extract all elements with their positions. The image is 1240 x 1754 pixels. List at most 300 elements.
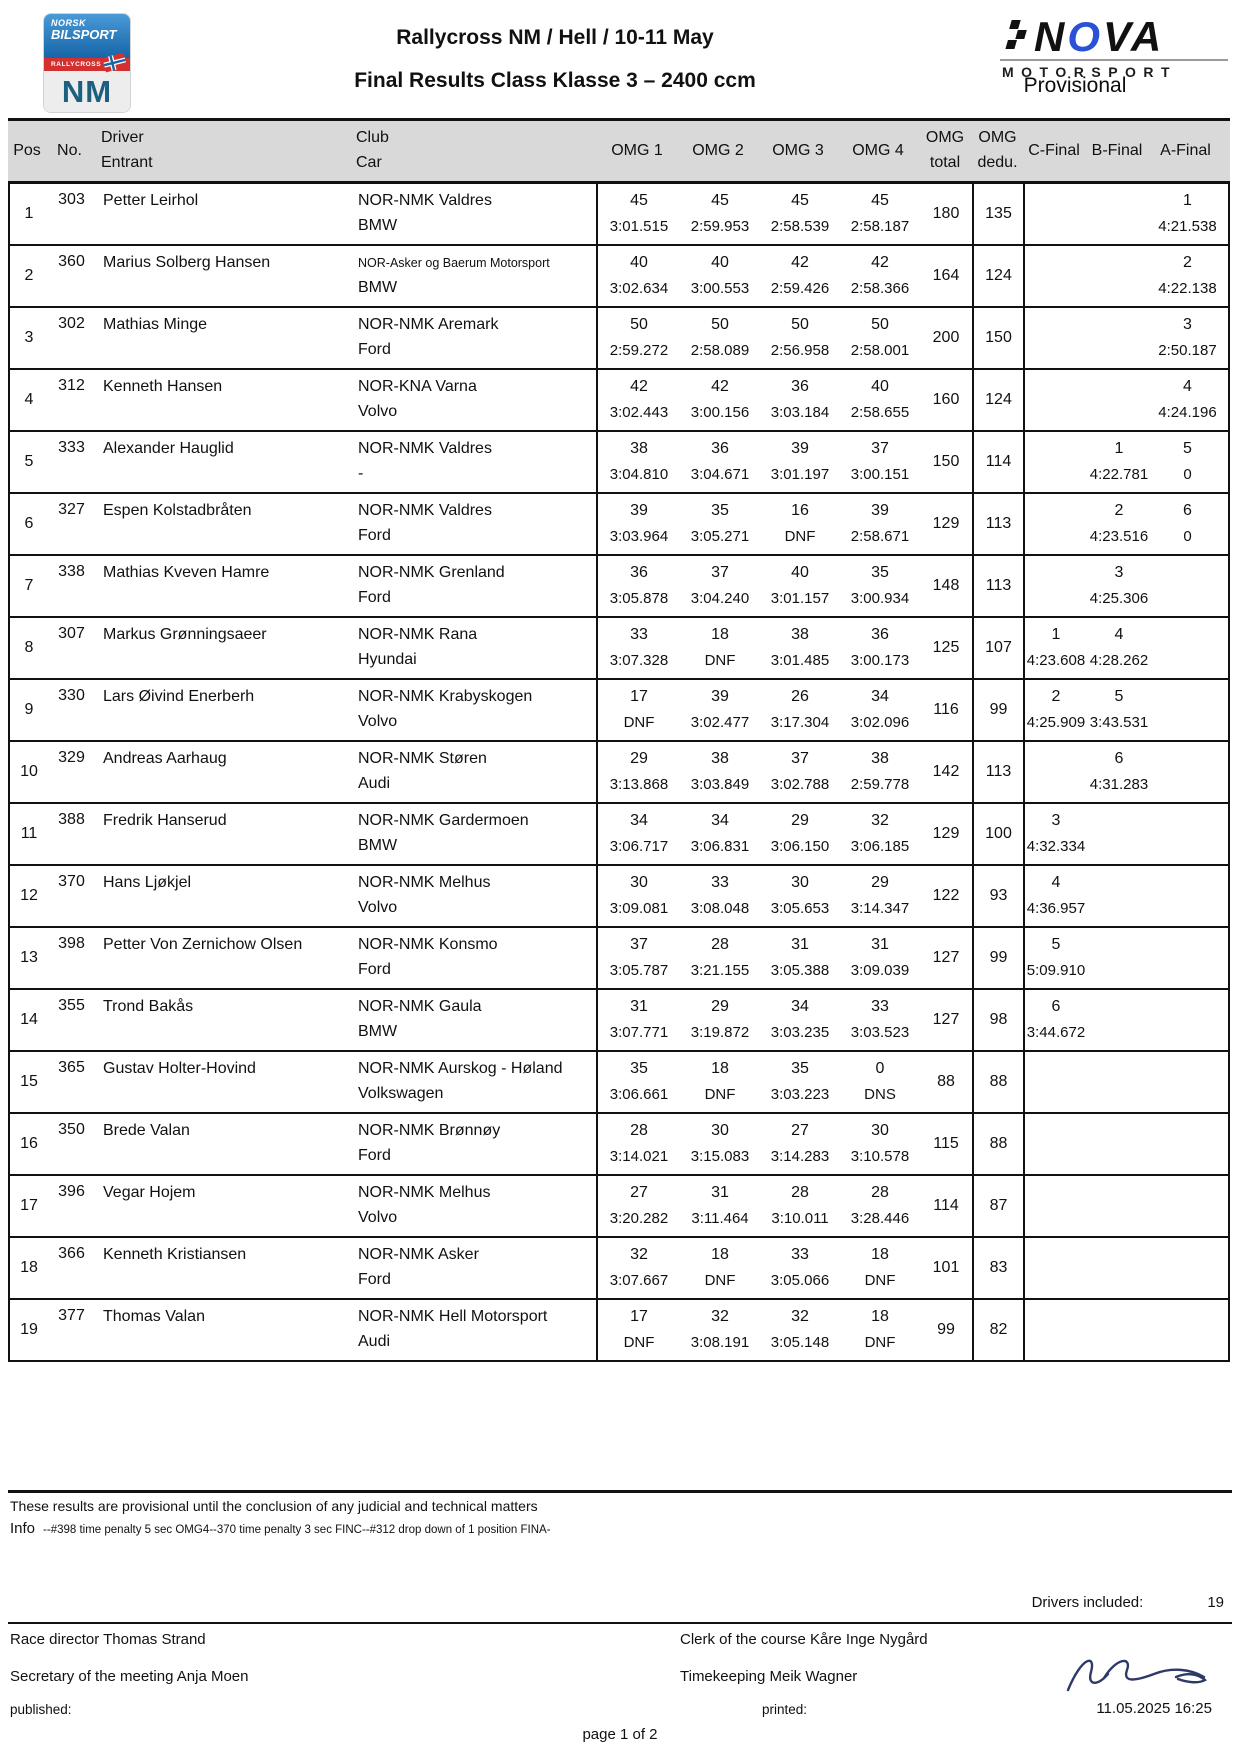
driver-name: Lars Øivind Enerberh (103, 688, 255, 705)
cell-omg: 33 3:08.048 (690, 874, 750, 917)
cell-bfinal (1087, 1114, 1151, 1174)
cell-omg: 45 2:58.187 (850, 192, 910, 235)
entrant-name (103, 1144, 350, 1168)
cell-bfinal (1087, 866, 1151, 926)
club-name: NOR-NMK Hell Motorsport (358, 1308, 548, 1325)
cell-bfinal: 1 4:22.781 (1089, 440, 1149, 483)
cell-omg: 29 3:06.150 (770, 812, 830, 855)
nova-motorsport-logo (1000, 13, 1228, 80)
cell-club-car (350, 556, 598, 616)
club-name: NOR-NMK Rana (358, 626, 478, 643)
cell-omg: 40 3:02.634 (609, 254, 669, 297)
provisional-note: These results are provisional until the conclusion of any judicial and technical matters (10, 1498, 538, 1514)
entrant-name (103, 896, 350, 920)
cell-omg: 31 3:09.039 (850, 936, 910, 979)
timekeeping: Timekeeping Meik Wagner (680, 1668, 858, 1685)
cell-total: 142 (920, 742, 974, 802)
club-name: NOR-NMK Asker (358, 1246, 479, 1263)
cell-omg: 40 3:01.157 (770, 564, 830, 607)
secretary: Secretary of the meeting Anja Moen (10, 1668, 249, 1685)
cell-club-car (350, 494, 598, 554)
cell-cfinal (1025, 370, 1087, 430)
table-row (8, 804, 1230, 866)
cell-afinal (1151, 1238, 1224, 1298)
cell-no: 327 (58, 501, 85, 518)
cell-driver-entrant (95, 370, 350, 430)
col-driver-entrant (93, 121, 348, 181)
cell-omg: 50 2:59.272 (609, 316, 669, 359)
table-row (8, 494, 1230, 556)
cell-no: 388 (58, 811, 85, 828)
cell-afinal: 5 0 (1183, 440, 1192, 483)
driver-name: Espen Kolstadbråten (103, 502, 252, 519)
car-name: Volvo (358, 899, 398, 916)
cell-afinal (1151, 866, 1224, 926)
footer-divider-bottom (8, 1622, 1232, 1624)
cell-bfinal (1087, 184, 1151, 244)
cell-cfinal (1025, 1176, 1087, 1236)
cell-club-car (350, 1176, 598, 1236)
table-row (8, 308, 1230, 370)
cell-afinal (1151, 1114, 1224, 1174)
motorsport-label: MOTORSPORT (1002, 64, 1178, 80)
cell-omg: 18 DNF (864, 1308, 896, 1351)
cell-omg: 0 DNS (864, 1060, 896, 1103)
cell-bfinal (1087, 370, 1151, 430)
report-titles (150, 26, 960, 93)
entrant-name (103, 648, 350, 672)
cell-cfinal (1025, 1052, 1087, 1112)
cell-club-car (350, 308, 598, 368)
club-name: NOR-NMK Støren (358, 750, 487, 767)
cell-club-car (350, 432, 598, 492)
cell-no: 355 (58, 997, 85, 1014)
col-car: Car (356, 154, 382, 171)
cell-club-car (350, 370, 598, 430)
col-omg-dedu: OMG dedu. (977, 129, 1018, 171)
cell-dedu: 150 (974, 308, 1025, 368)
cell-pos: 12 (20, 887, 38, 904)
cell-dedu: 87 (974, 1176, 1025, 1236)
cell-dedu: 135 (974, 184, 1025, 244)
col-afinal: A-Final (1160, 142, 1211, 159)
table-row (8, 184, 1230, 246)
cell-pos: 15 (20, 1073, 38, 1090)
cell-omg: 27 3:20.282 (609, 1184, 669, 1227)
results-table (8, 118, 1230, 1362)
cell-omg: 31 3:05.388 (770, 936, 830, 979)
results-subtitle: Final Results Class Klasse 3 – 2400 ccm (354, 69, 756, 92)
cell-dedu: 99 (974, 928, 1025, 988)
table-row (8, 432, 1230, 494)
cell-no: 333 (58, 439, 85, 456)
cell-driver-entrant (95, 680, 350, 740)
club-name: NOR-NMK Melhus (358, 874, 491, 891)
cell-cfinal: 5 5:09.910 (1026, 936, 1086, 979)
car-name: Audi (358, 1333, 391, 1350)
table-row (8, 370, 1230, 432)
entrant-name (103, 276, 350, 300)
cell-pos: 7 (24, 577, 34, 594)
table-row (8, 618, 1230, 680)
cell-omg: 32 3:07.667 (609, 1246, 669, 1289)
club-name: NOR-NMK Aurskog - Høland (358, 1060, 563, 1077)
cell-no: 312 (58, 377, 85, 394)
norsk-bilsport-logo (44, 14, 130, 112)
nova-o-letter: O (1067, 13, 1104, 60)
cell-total: 160 (920, 370, 974, 430)
cell-pos: 1 (24, 205, 34, 222)
entrant-name (103, 1330, 350, 1354)
table-row (8, 556, 1230, 618)
race-director: Race director Thomas Strand (10, 1631, 206, 1648)
cell-dedu: 93 (974, 866, 1025, 926)
cell-omg: 26 3:17.304 (770, 688, 830, 731)
col-omg2: OMG 2 (692, 142, 744, 159)
cell-bfinal: 5 3:43.531 (1089, 688, 1149, 731)
car-name: BMW (358, 279, 398, 296)
cell-pos: 17 (20, 1197, 38, 1214)
cell-omg: 31 3:07.771 (609, 998, 669, 1041)
cell-driver-entrant (95, 308, 350, 368)
published-label: published: (10, 1702, 72, 1717)
cell-no: 365 (58, 1059, 85, 1076)
cell-pos: 18 (20, 1259, 38, 1276)
table-row (8, 990, 1230, 1052)
driver-name: Brede Valan (103, 1122, 190, 1139)
cell-dedu: 82 (974, 1300, 1025, 1360)
cell-omg: 37 3:05.787 (609, 936, 669, 979)
driver-name: Petter Von Zernichow Olsen (103, 936, 303, 953)
cell-driver-entrant (95, 556, 350, 616)
car-name: Ford (358, 1271, 391, 1288)
table-row (8, 1300, 1230, 1362)
entrant-name (103, 1082, 350, 1106)
entrant-name (103, 834, 350, 858)
col-bfinal: B-Final (1091, 142, 1143, 159)
logo-bilsport: BILSPORT (51, 27, 117, 43)
car-name: Volvo (358, 403, 398, 420)
cell-total: 101 (920, 1238, 974, 1298)
footer-divider-top (8, 1490, 1232, 1493)
cell-afinal (1151, 1176, 1224, 1236)
cell-omg: 18 DNF (864, 1246, 896, 1289)
logo-rallycross: RALLYCROSS (51, 61, 102, 68)
cell-dedu: 124 (974, 246, 1025, 306)
cell-total: 127 (920, 990, 974, 1050)
cell-omg: 29 3:14.347 (850, 874, 910, 917)
cell-afinal (1151, 928, 1224, 988)
cell-omg: 35 3:00.934 (850, 564, 910, 607)
cell-pos: 3 (24, 329, 34, 346)
club-name: NOR-NMK Valdres (358, 440, 492, 457)
cell-driver-entrant (95, 246, 350, 306)
driver-name: Vegar Hojem (103, 1184, 196, 1201)
cell-club-car (350, 866, 598, 926)
cell-omg: 17 DNF (623, 688, 655, 731)
cell-omg: 39 3:01.197 (770, 440, 830, 483)
car-name: Volvo (358, 1209, 398, 1226)
cell-no: 302 (58, 315, 85, 332)
club-name: NOR-NMK Brønnøy (358, 1122, 501, 1139)
cell-bfinal: 4 4:28.262 (1089, 626, 1149, 669)
driver-name: Marius Solberg Hansen (103, 254, 271, 271)
driver-name: Kenneth Hansen (103, 378, 223, 395)
cell-total: 99 (920, 1300, 974, 1360)
cell-no: 370 (58, 873, 85, 890)
cell-bfinal (1087, 246, 1151, 306)
cell-total: 122 (920, 866, 974, 926)
cell-bfinal (1087, 804, 1151, 864)
driver-name: Petter Leirhol (103, 192, 199, 209)
cell-club-car (350, 184, 598, 244)
club-name: NOR-NMK Gaula (358, 998, 482, 1015)
cell-omg: 28 3:10.011 (771, 1184, 829, 1227)
cell-cfinal: 3 4:32.334 (1026, 812, 1086, 855)
cell-no: 329 (58, 749, 85, 766)
cell-bfinal (1087, 990, 1151, 1050)
cell-afinal (1151, 1052, 1224, 1112)
cell-total: 125 (920, 618, 974, 678)
cell-omg: 29 3:13.868 (609, 750, 669, 793)
cell-omg: 45 2:58.539 (770, 192, 830, 235)
cell-omg: 36 3:04.671 (690, 440, 750, 483)
cell-bfinal (1087, 1052, 1151, 1112)
cell-omg: 28 3:21.155 (690, 936, 750, 979)
club-name: NOR-NMK Melhus (358, 1184, 491, 1201)
cell-club-car (350, 618, 598, 678)
col-no: No. (57, 142, 82, 159)
cell-pos: 9 (24, 701, 34, 718)
car-name: Ford (358, 527, 391, 544)
cell-bfinal (1087, 1176, 1151, 1236)
cell-total: 114 (920, 1176, 974, 1236)
cell-dedu: 99 (974, 680, 1025, 740)
table-row (8, 928, 1230, 990)
cell-omg: 18 DNF (704, 626, 736, 669)
drivers-included-label: Drivers included: (1031, 1594, 1144, 1611)
table-row (8, 1238, 1230, 1300)
cell-omg: 34 3:06.717 (609, 812, 669, 855)
cell-no: 398 (58, 935, 85, 952)
cell-omg: 50 2:56.958 (770, 316, 830, 359)
cell-bfinal: 2 4:23.516 (1089, 502, 1149, 545)
cell-pos: 11 (20, 825, 38, 842)
cell-omg: 39 2:58.671 (850, 502, 910, 545)
club-name: NOR-NMK Konsmo (358, 936, 498, 953)
entrant-name (103, 1206, 350, 1230)
cell-club-car (350, 1052, 598, 1112)
cell-omg: 33 3:05.066 (770, 1246, 830, 1289)
cell-omg: 31 3:11.464 (691, 1184, 749, 1227)
cell-dedu: 113 (974, 742, 1025, 802)
cell-total: 129 (920, 494, 974, 554)
cell-afinal (1151, 990, 1224, 1050)
cell-total: 148 (920, 556, 974, 616)
car-name: Audi (358, 775, 391, 792)
cell-cfinal (1025, 556, 1087, 616)
cell-omg: 35 3:03.223 (770, 1060, 830, 1103)
table-row (8, 246, 1230, 308)
driver-name: Thomas Valan (103, 1308, 205, 1325)
cell-omg: 38 3:04.810 (609, 440, 669, 483)
cell-omg: 45 2:59.953 (690, 192, 750, 235)
cell-omg: 40 3:00.553 (690, 254, 750, 297)
clerk-of-course: Clerk of the course Kåre Inge Nygård (680, 1631, 928, 1648)
cell-total: 180 (920, 184, 974, 244)
entrant-name (103, 214, 350, 238)
cell-afinal: 1 4:21.538 (1158, 192, 1217, 235)
cell-omg: 34 3:06.831 (690, 812, 750, 855)
cell-pos: 19 (20, 1321, 38, 1338)
cell-afinal (1151, 742, 1224, 802)
table-row (8, 680, 1230, 742)
cell-dedu: 113 (974, 494, 1025, 554)
driver-name: Markus Grønningsaeer (103, 626, 267, 643)
cell-no: 307 (58, 625, 85, 642)
car-name: Ford (358, 341, 391, 358)
cell-dedu: 98 (974, 990, 1025, 1050)
provisional-status: Provisional (1023, 74, 1127, 97)
cell-omg: 30 3:15.083 (690, 1122, 750, 1165)
cell-omg: 32 3:05.148 (770, 1308, 830, 1351)
cell-omg: 36 3:03.184 (770, 378, 830, 421)
cell-total: 88 (920, 1052, 974, 1112)
cell-no: 303 (58, 191, 85, 208)
cell-omg: 18 DNF (704, 1060, 736, 1103)
cell-cfinal: 2 4:25.909 (1026, 688, 1086, 731)
cell-total: 164 (920, 246, 974, 306)
col-omg4: OMG 4 (852, 142, 904, 159)
col-omg3: OMG 3 (772, 142, 824, 159)
cell-omg: 37 3:02.788 (770, 750, 830, 793)
cell-no: 330 (58, 687, 85, 704)
driver-name: Kenneth Kristiansen (103, 1246, 247, 1263)
cell-omg: 34 3:03.235 (770, 998, 830, 1041)
entrant-name (103, 462, 350, 486)
entrant-name (103, 1268, 350, 1292)
cell-driver-entrant (95, 804, 350, 864)
cell-dedu: 83 (974, 1238, 1025, 1298)
cell-afinal: 6 0 (1183, 502, 1192, 545)
entrant-name (103, 586, 350, 610)
cell-club-car (350, 680, 598, 740)
cell-club-car (350, 1238, 598, 1298)
cell-omg: 39 3:02.477 (690, 688, 750, 731)
logo-norsk: NORSK (51, 18, 87, 28)
cell-total: 200 (920, 308, 974, 368)
cell-club-car (350, 246, 598, 306)
entrant-name (103, 524, 350, 548)
cell-cfinal: 6 3:44.672 (1026, 998, 1086, 1041)
logo-nm: NM (44, 71, 130, 112)
car-name: BMW (358, 217, 398, 234)
logo-rallycross-band (44, 58, 130, 71)
cell-no: 338 (58, 563, 85, 580)
cell-dedu: 113 (974, 556, 1025, 616)
col-omg-total: OMG total (925, 129, 965, 171)
cell-driver-entrant (95, 1300, 350, 1360)
driver-name: Mathias Kveven Hamre (103, 564, 270, 581)
cell-driver-entrant (95, 184, 350, 244)
car-name: - (358, 465, 364, 482)
info-row (10, 1520, 551, 1537)
cell-driver-entrant (95, 432, 350, 492)
cell-omg: 50 2:58.089 (690, 316, 750, 359)
table-row (8, 1176, 1230, 1238)
cell-pos: 16 (20, 1135, 38, 1152)
cell-dedu: 100 (974, 804, 1025, 864)
car-name: Ford (358, 961, 391, 978)
printed-label: printed: (762, 1702, 808, 1717)
cell-omg: 38 3:03.849 (690, 750, 750, 793)
cell-bfinal: 6 4:31.283 (1089, 750, 1149, 793)
car-name: BMW (358, 837, 398, 854)
club-name: NOR-KNA Varna (358, 378, 477, 395)
entrant-name (103, 338, 350, 362)
logo-top (44, 14, 130, 58)
car-name: Ford (358, 589, 391, 606)
cell-driver-entrant (95, 990, 350, 1050)
cell-driver-entrant (95, 928, 350, 988)
club-name: NOR-NMK Valdres (358, 502, 492, 519)
cell-omg: 50 2:58.001 (850, 316, 910, 359)
cell-driver-entrant (95, 1052, 350, 1112)
cell-omg: 30 3:05.653 (770, 874, 830, 917)
cell-omg: 45 3:01.515 (609, 192, 669, 235)
printed-datetime: 11.05.2025 16:25 (1096, 1700, 1212, 1717)
drivers-included-value: 19 (1207, 1594, 1224, 1611)
table-row (8, 1052, 1230, 1114)
cell-pos: 6 (24, 515, 34, 532)
cell-omg: 33 3:07.328 (609, 626, 669, 669)
cell-dedu: 107 (974, 618, 1025, 678)
col-entrant: Entrant (101, 154, 153, 171)
driver-name: Trond Bakås (103, 998, 194, 1015)
driver-name: Hans Ljøkjel (103, 874, 192, 891)
cell-afinal: 2 4:22.138 (1158, 254, 1217, 297)
entrant-name (103, 1020, 350, 1044)
cell-afinal (1151, 804, 1224, 864)
table-row (8, 866, 1230, 928)
cell-omg: 18 DNF (704, 1246, 736, 1289)
cell-omg: 36 3:05.878 (609, 564, 669, 607)
cell-cfinal (1025, 184, 1087, 244)
cell-driver-entrant (95, 742, 350, 802)
cell-omg: 32 3:06.185 (850, 812, 910, 855)
cell-dedu: 88 (974, 1052, 1025, 1112)
entrant-name (103, 400, 350, 424)
cell-omg: 42 2:58.366 (850, 254, 910, 297)
club-name: NOR-NMK Aremark (358, 316, 499, 333)
cell-total: 129 (920, 804, 974, 864)
cell-driver-entrant (95, 618, 350, 678)
event-title: Rallycross NM / Hell / 10-11 May (396, 26, 714, 49)
table-row (8, 1114, 1230, 1176)
cell-no: 350 (58, 1121, 85, 1138)
cell-afinal (1151, 618, 1224, 678)
car-name: Ford (358, 1147, 391, 1164)
cell-total: 115 (920, 1114, 974, 1174)
cell-cfinal (1025, 308, 1087, 368)
cell-pos: 13 (20, 949, 38, 966)
cell-cfinal (1025, 1238, 1087, 1298)
cell-driver-entrant (95, 1114, 350, 1174)
cell-omg: 32 3:08.191 (690, 1308, 750, 1351)
cell-pos: 5 (24, 453, 34, 470)
cell-omg: 37 3:00.151 (850, 440, 910, 483)
cell-omg: 42 3:00.156 (690, 378, 750, 421)
